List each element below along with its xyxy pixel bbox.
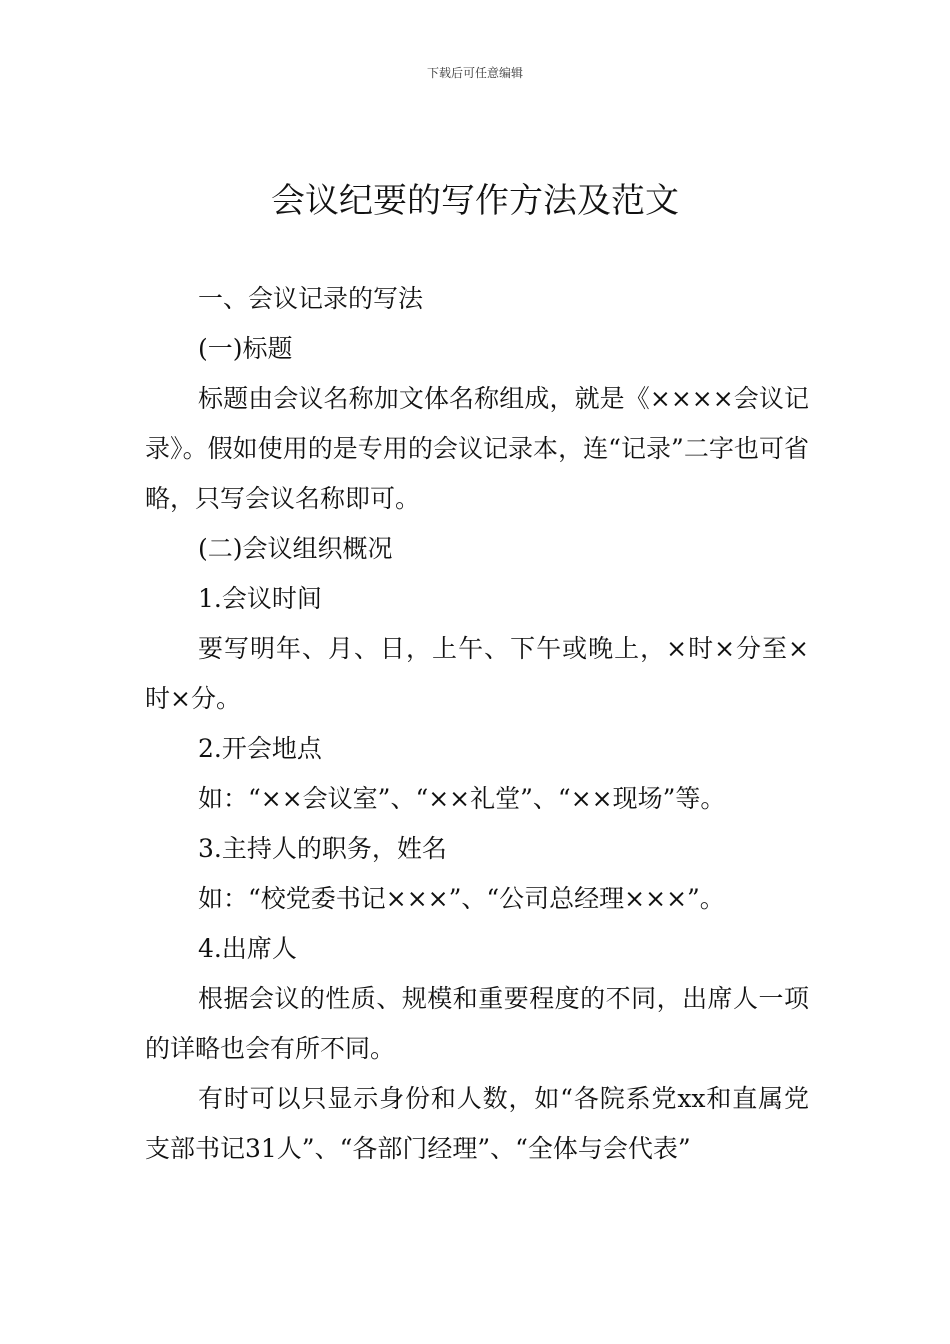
section-heading-1: 一、会议记录的写法 <box>198 284 424 313</box>
paragraph-host-desc: 如：“校党委书记×××”、“公司总经理×××”。 <box>198 884 725 913</box>
item-attendees: 4.出席人 <box>198 934 297 963</box>
subheading-overview: (二)会议组织概况 <box>198 534 393 563</box>
paragraph-attendees-example: 有时可以只显示身份和人数，如“各院系党xx和直属党支部书记31人”、“各部门经理”、“全体与会代表” <box>145 1084 809 1163</box>
subheading-title: (一)标题 <box>198 334 293 363</box>
item-meeting-place: 2.开会地点 <box>198 734 322 763</box>
header-note: 下载后可任意编辑 <box>426 66 523 80</box>
document-body <box>145 274 809 1174</box>
paragraph-time-desc: 要写明年、月、日，上午、下午或晚上，×时×分至×时×分。 <box>145 634 809 713</box>
item-host: 3.主持人的职务，姓名 <box>198 834 447 863</box>
document-title: 会议纪要的写作方法及范文 <box>271 181 679 221</box>
paragraph-title-desc: 标题由会议名称加文体名称组成，就是《××××会议记录》。假如使用的是专用的会议记录本，连“记录”二字也可省略，只写会议名称即可。 <box>145 384 809 513</box>
paragraph-place-desc: 如：“××会议室”、“××礼堂”、“××现场”等。 <box>198 784 726 813</box>
item-meeting-time: 1.会议时间 <box>198 584 322 613</box>
paragraph-attendees-desc: 根据会议的性质、规模和重要程度的不同，出席人一项的详略也会有所不同。 <box>145 984 809 1063</box>
